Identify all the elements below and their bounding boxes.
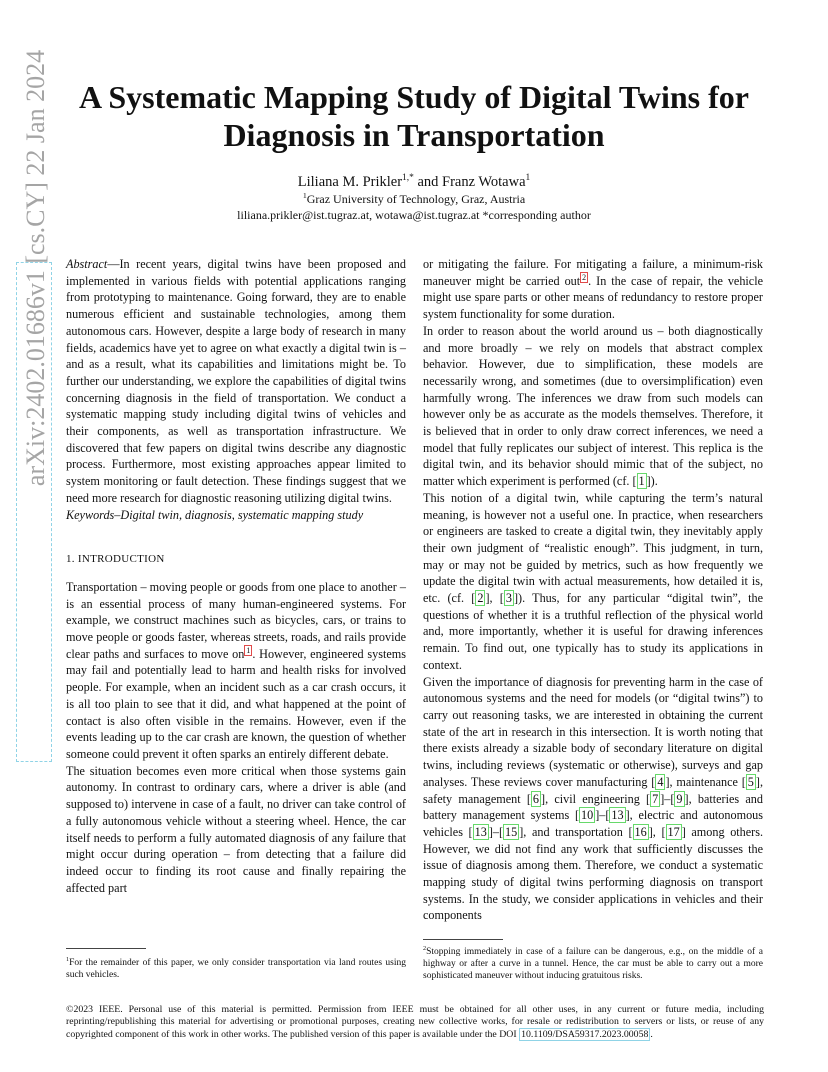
left-column xyxy=(66,256,406,896)
paragraph: The situation becomes even more critical when those systems gain autonomy. In contrast to ordinary cars, where a driver is able (and supposed to) intervene in case of a fault, no driver can take control of a fully autonomous vehicle without a steering wheel. Hence, the car itself needs to perform a fully automated diagnosis of any failure that might occur during operation – from detecting that a failure did indeed occur to finding its root cause and finally repairing the affected part xyxy=(66,763,406,895)
paper-title: A Systematic Mapping Study of Digital Twins for Diagnosis in Transportation xyxy=(79,79,749,153)
doi-link[interactable]: 10.1109/DSA59317.2023.00058 xyxy=(521,1028,649,1040)
copyright-notice xyxy=(66,1004,764,1041)
paragraph xyxy=(423,256,763,323)
footnote-text: Stopping immediately in case of a failure can be dangerous, e.g., on the middle of a highway or after a curve in a tunnel. Hence, the car must be able to carry out a more sophisticated maneuver without inducing gratuitous risks. xyxy=(423,947,763,981)
affiliation xyxy=(60,191,768,207)
copyright-text: ©2023 IEEE. Personal use of this material is permitted. Permission from IEEE must be obtained for all other uses, in any current or future media, including reprinting/republishing this material for advertising or promotional purposes, creating new collective works, for resale or redistribution to servers or lists, or reuse of any copyrighted component of this work in other works. The published version of this paper is available under the DOI xyxy=(66,1004,764,1040)
author-superscript: 1,* xyxy=(402,173,414,184)
abstract xyxy=(66,256,406,507)
affiliation-text: Graz University of Technology, Graz, Austria xyxy=(306,192,526,206)
citation-link[interactable]: 15 xyxy=(505,824,518,839)
footnote-divider xyxy=(423,939,503,940)
paragraph-text: ], civil engineering [ xyxy=(541,791,651,806)
footnote-divider xyxy=(66,948,146,949)
right-column xyxy=(423,256,763,924)
paragraph-text: ], safety management [ xyxy=(423,774,763,806)
paragraph-text: ] among others. However, we did not find any work that sufficiently discusses the issue of diagnosis among them. Therefore, we conduct a systematic mapping study of digital twins performing diagnosis on transport systems. In the study, we consider applications in vehicles and their components xyxy=(423,824,764,923)
paragraph-text: ]–[ xyxy=(660,791,675,806)
footnote-text: For the remainder of this paper, we only consider transportation via land routes using such vehicles. xyxy=(66,958,406,980)
footnote-link[interactable]: 1 xyxy=(246,645,251,655)
author-conjunction: and xyxy=(417,174,439,190)
citation-link[interactable]: 13 xyxy=(611,808,624,823)
citation-link[interactable]: 13 xyxy=(474,824,487,839)
paragraph-text: In order to reason about the world around us – both diagnostically and more broadly – we rely on models that abstract complex behavior. However, due to simplification, these models are necessarily wrong, and sometimes (due to oversimplification) even harmfully wrong. The inferences we draw from such models can however only be as accurate as the models themselves. Therefore, it is believed that in order to only draw correct inferences, we need a model that fully replicates our subject of interest. This replica is the digital twin, and its behavior should mimic that of the subject, no matter which experiment is performed (cf. [ xyxy=(423,323,763,489)
footnote xyxy=(66,957,406,981)
citation-link[interactable]: 16 xyxy=(634,824,647,839)
citation-link[interactable]: 9 xyxy=(676,791,683,806)
abstract-text: —In recent years, digital twins have been proposed and implemented in various fields with potential applications ranging from prototyping to maintenance. Going forward, they are to enable numerous efficient and sustainable technologies, among them autonomous cars. However, despite a large body of research in many fields, academics have yet to agree on what exactly a digital twin is – and as a result, what its capabilities and limitations might be. To further our understanding, we explore the capabilities of digital twins concerning diagnosis in the field of transportation. We conduct a systematic mapping study including digital twins of vehicles and their components, as well as transportation infrastructure. We discovered that few papers on digital twins describe any diagnostic process. Furthermore, most existing approaches appear limited to system monitoring or fault detection. These findings suggest that we need more research for diagnostic reasoning utilizing digital twins. xyxy=(66,257,406,505)
paragraph-text: ], batteries and battery management systems [ xyxy=(423,791,763,823)
author-line xyxy=(60,173,768,191)
abstract-label: Abstract xyxy=(66,257,108,271)
paragraph-text: Given the importance of diagnosis for preventing harm in the case of autonomous systems and the need for models (or “digital twins”) to carry out reasoning tasks, we are interested in obtaining the current state of the art in research in this intersection. It is worth noting that there exists already a sizable body of secondary literature on digital twins, including reviews (systematic or otherwise), surveys and gap analyses. These reviews cover manufacturing [ xyxy=(423,674,763,789)
citation-link[interactable]: 17 xyxy=(667,824,680,839)
paragraph-text: ]–[ xyxy=(488,824,504,839)
paragraph-text: . In the case of repair, the vehicle might use spare parts or other means of redundancy to restore proper system functionality for some duration. xyxy=(423,273,764,322)
citation-link[interactable]: 6 xyxy=(532,791,540,806)
paragraph-text: ], electric and autonomous vehicles [ xyxy=(423,808,763,839)
footnote-mark: 1 xyxy=(66,956,70,963)
paragraph-text: . However, engineered systems may fail and potentially lead to harm and health risks for involved people. For example, when an incident such as a car crash occurs, it is all too plain to see that it did, and what happened at the point of contact is also often visible in the remains. However, even if the events leading up to the car crash are known, the question of whether someone could prevent it often sparks an entirely different debate. xyxy=(66,646,406,761)
footnote-mark: 2 xyxy=(423,945,427,952)
paragraph-text: ]–[ xyxy=(595,808,610,823)
paragraph-text: or mitigating the failure. For mitigating a failure, a minimum-risk maneuver might be carried out xyxy=(423,257,763,288)
paragraph-text: ]). Thus, for any particular “digital twin”, the questions of whether it is a truthful reflection of the physical world and, more importantly, whether it is useful for drawing inferences remain. To find out, one typically has to study its applications in context. xyxy=(423,591,763,672)
paragraph xyxy=(423,490,763,674)
author-emails: liliana.prikler@ist.tugraz.at, wotawa@ist.tugraz.at *corresponding author xyxy=(237,208,591,222)
paragraph-text: ], maintenance [ xyxy=(665,774,746,789)
citation-link[interactable]: 4 xyxy=(657,774,664,789)
footnote-link[interactable]: 2 xyxy=(582,272,587,282)
paragraph-text: ]). xyxy=(646,474,658,489)
paragraph-text: This notion of a digital twin, while capturing the term’s natural meaning, is however not a useful one. In practice, when researchers or engineers are tasked to create a digital twin, they inevitably apply their own judgment of “realistic enough”. This judgment, in turn, may or may not be guided by metrics, such as how frequently we update the digital twin with actual measurements, how detailed it is, etc. (cf. [ xyxy=(423,490,763,606)
paragraph-text: ], [ xyxy=(648,824,666,839)
footnote xyxy=(423,946,763,982)
copyright-end: . xyxy=(650,1028,653,1040)
paragraph-text: Transportation – moving people or goods from one place to another – is an essential process of many human-engineered systems. For example, we construct machines such as bicycles, cars, or trains to move people or goods faster, whereas streets, roads, and rails provide clear paths and surfaces to move on xyxy=(66,579,406,661)
citation-link[interactable]: 2 xyxy=(477,591,484,606)
paragraph xyxy=(423,674,763,925)
citation-link[interactable]: 3 xyxy=(505,591,512,606)
paragraph-text: ], and transportation [ xyxy=(519,824,633,839)
section-number: 1. xyxy=(66,553,75,566)
paragraph xyxy=(423,323,763,490)
citation-link[interactable]: 5 xyxy=(747,774,754,789)
author-superscript: 1 xyxy=(525,173,531,184)
arxiv-identifier[interactable]: arXiv:2402.01686v1 [cs.CY] 22 Jan 2024 xyxy=(21,49,50,487)
keywords: Keywords–Digital twin, diagnosis, systematic mapping study xyxy=(66,507,364,522)
citation-link[interactable]: 1 xyxy=(638,474,645,489)
author-name: Franz Wotawa xyxy=(442,174,526,190)
section-title: INTRODUCTION xyxy=(77,553,165,566)
paragraph xyxy=(66,579,406,763)
author-name: Liliana M. Prikler xyxy=(297,174,403,190)
citation-link[interactable]: 10 xyxy=(581,808,594,823)
section-heading xyxy=(66,551,406,568)
affiliation-superscript: 1 xyxy=(302,191,307,200)
citation-link[interactable]: 7 xyxy=(652,791,659,806)
paragraph-text: ], [ xyxy=(485,591,504,606)
